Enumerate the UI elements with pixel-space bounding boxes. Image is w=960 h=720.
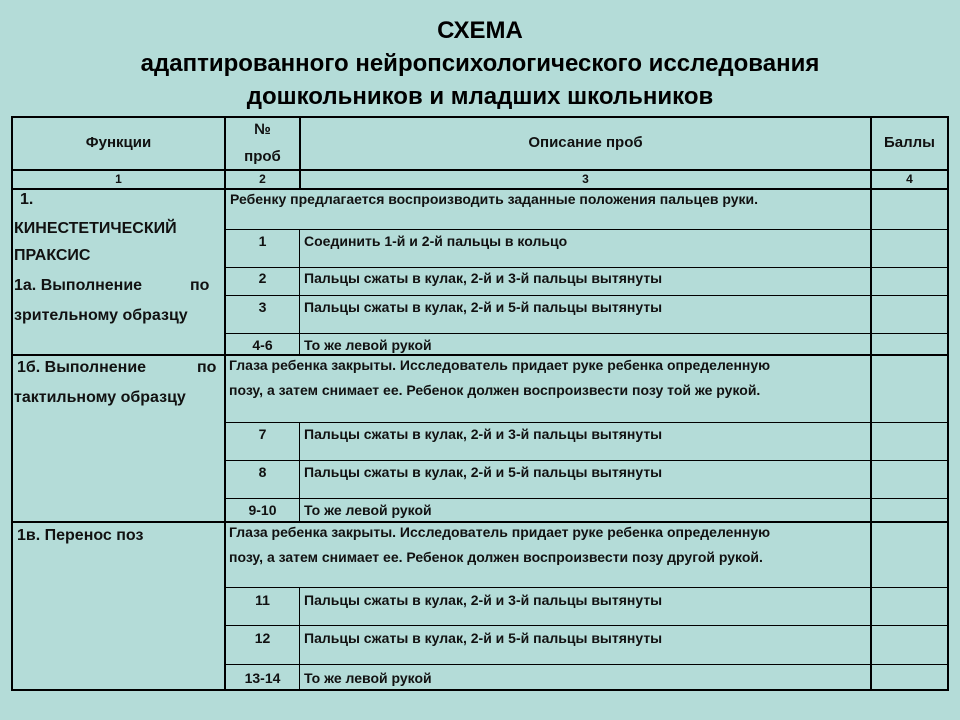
- probe-description: Пальцы сжаты в кулак, 2-й и 3-й пальцы вытянуты: [304, 270, 663, 286]
- probe-description: То же левой рукой: [304, 337, 432, 353]
- section2-intro-line2: позу, а затем снимает ее. Ребенок должен воспроизвести позу той же рукой.: [229, 382, 761, 398]
- section1b-title-word2: по: [197, 359, 217, 376]
- header-number-line1: №: [254, 121, 271, 138]
- probe-description: Пальцы сжаты в кулак, 2-й и 5-й пальцы вытянуты: [304, 630, 663, 646]
- probe-number: 1: [258, 233, 267, 249]
- section1v-title: 1в. Перенос поз: [17, 527, 144, 544]
- probe-description: То же левой рукой: [304, 502, 432, 518]
- section1-intro: Ребенку предлагается воспроизводить заданные положения пальцев руки.: [230, 191, 759, 207]
- probe-number: 7: [258, 426, 267, 442]
- section1b-title-line2: тактильному образцу: [14, 389, 186, 406]
- probe-description: Пальцы сжаты в кулак, 2-й и 3-й пальцы вытянуты: [304, 426, 663, 442]
- page-subtitle-line-1: адаптированного нейропсихологического исследования: [140, 50, 820, 77]
- section1b-title-word1: 1б. Выполнение: [17, 359, 147, 376]
- section1a-title-word1: 1а. Выполнение: [14, 277, 143, 294]
- page-subtitle-line-2: дошкольников и младших школьников: [246, 83, 714, 110]
- probe-number: 2: [258, 270, 267, 286]
- section1-title-line3: ПРАКСИС: [14, 247, 91, 264]
- probe-description: То же левой рукой: [304, 670, 432, 686]
- probe-number: 11: [255, 592, 270, 608]
- probe-description: Пальцы сжаты в кулак, 2-й и 5-й пальцы вытянуты: [304, 464, 663, 480]
- score-column: [872, 190, 947, 687]
- probe-number: 13-14: [244, 670, 281, 686]
- header-number-line2: проб: [244, 148, 281, 165]
- probe-number: 4-6: [252, 337, 273, 353]
- section3-intro-line2: позу, а затем снимает ее. Ребенок должен воспроизвести позу другой рукой.: [229, 549, 763, 565]
- probe-description: Соединить 1-й и 2-й пальцы в кольцо: [304, 233, 568, 249]
- column-number-4: 4: [906, 172, 913, 186]
- section2-intro-line1: Глаза ребенка закрыты. Исследователь придает руке ребенка определенную: [229, 357, 771, 373]
- section3-intro-line1: Глаза ребенка закрыты. Исследователь придает руке ребенка определенную: [229, 524, 771, 540]
- header-score: Баллы: [884, 134, 935, 151]
- header-description: Описание проб: [528, 134, 643, 151]
- section1a-title-line2: зрительному образцу: [14, 307, 188, 324]
- header-functions: Функции: [85, 134, 152, 151]
- column-number-2: 2: [259, 172, 266, 186]
- column-number-1: 1: [115, 172, 122, 186]
- section1-number: 1.: [20, 191, 34, 208]
- section1a-title-word2: по: [190, 277, 210, 294]
- probe-number: 3: [258, 299, 267, 315]
- section1-title-line2: КИНЕСТЕТИЧЕСКИЙ: [14, 220, 177, 237]
- probe-description: Пальцы сжаты в кулак, 2-й и 3-й пальцы вытянуты: [304, 592, 663, 608]
- column-number-3: 3: [582, 172, 589, 186]
- probe-number: 9-10: [248, 502, 277, 518]
- probe-number: 8: [258, 464, 267, 480]
- probe-description: Пальцы сжаты в кулак, 2-й и 5-й пальцы вытянуты: [304, 299, 663, 315]
- probe-number: 12: [254, 630, 271, 646]
- page-title: СХЕМА: [437, 17, 523, 44]
